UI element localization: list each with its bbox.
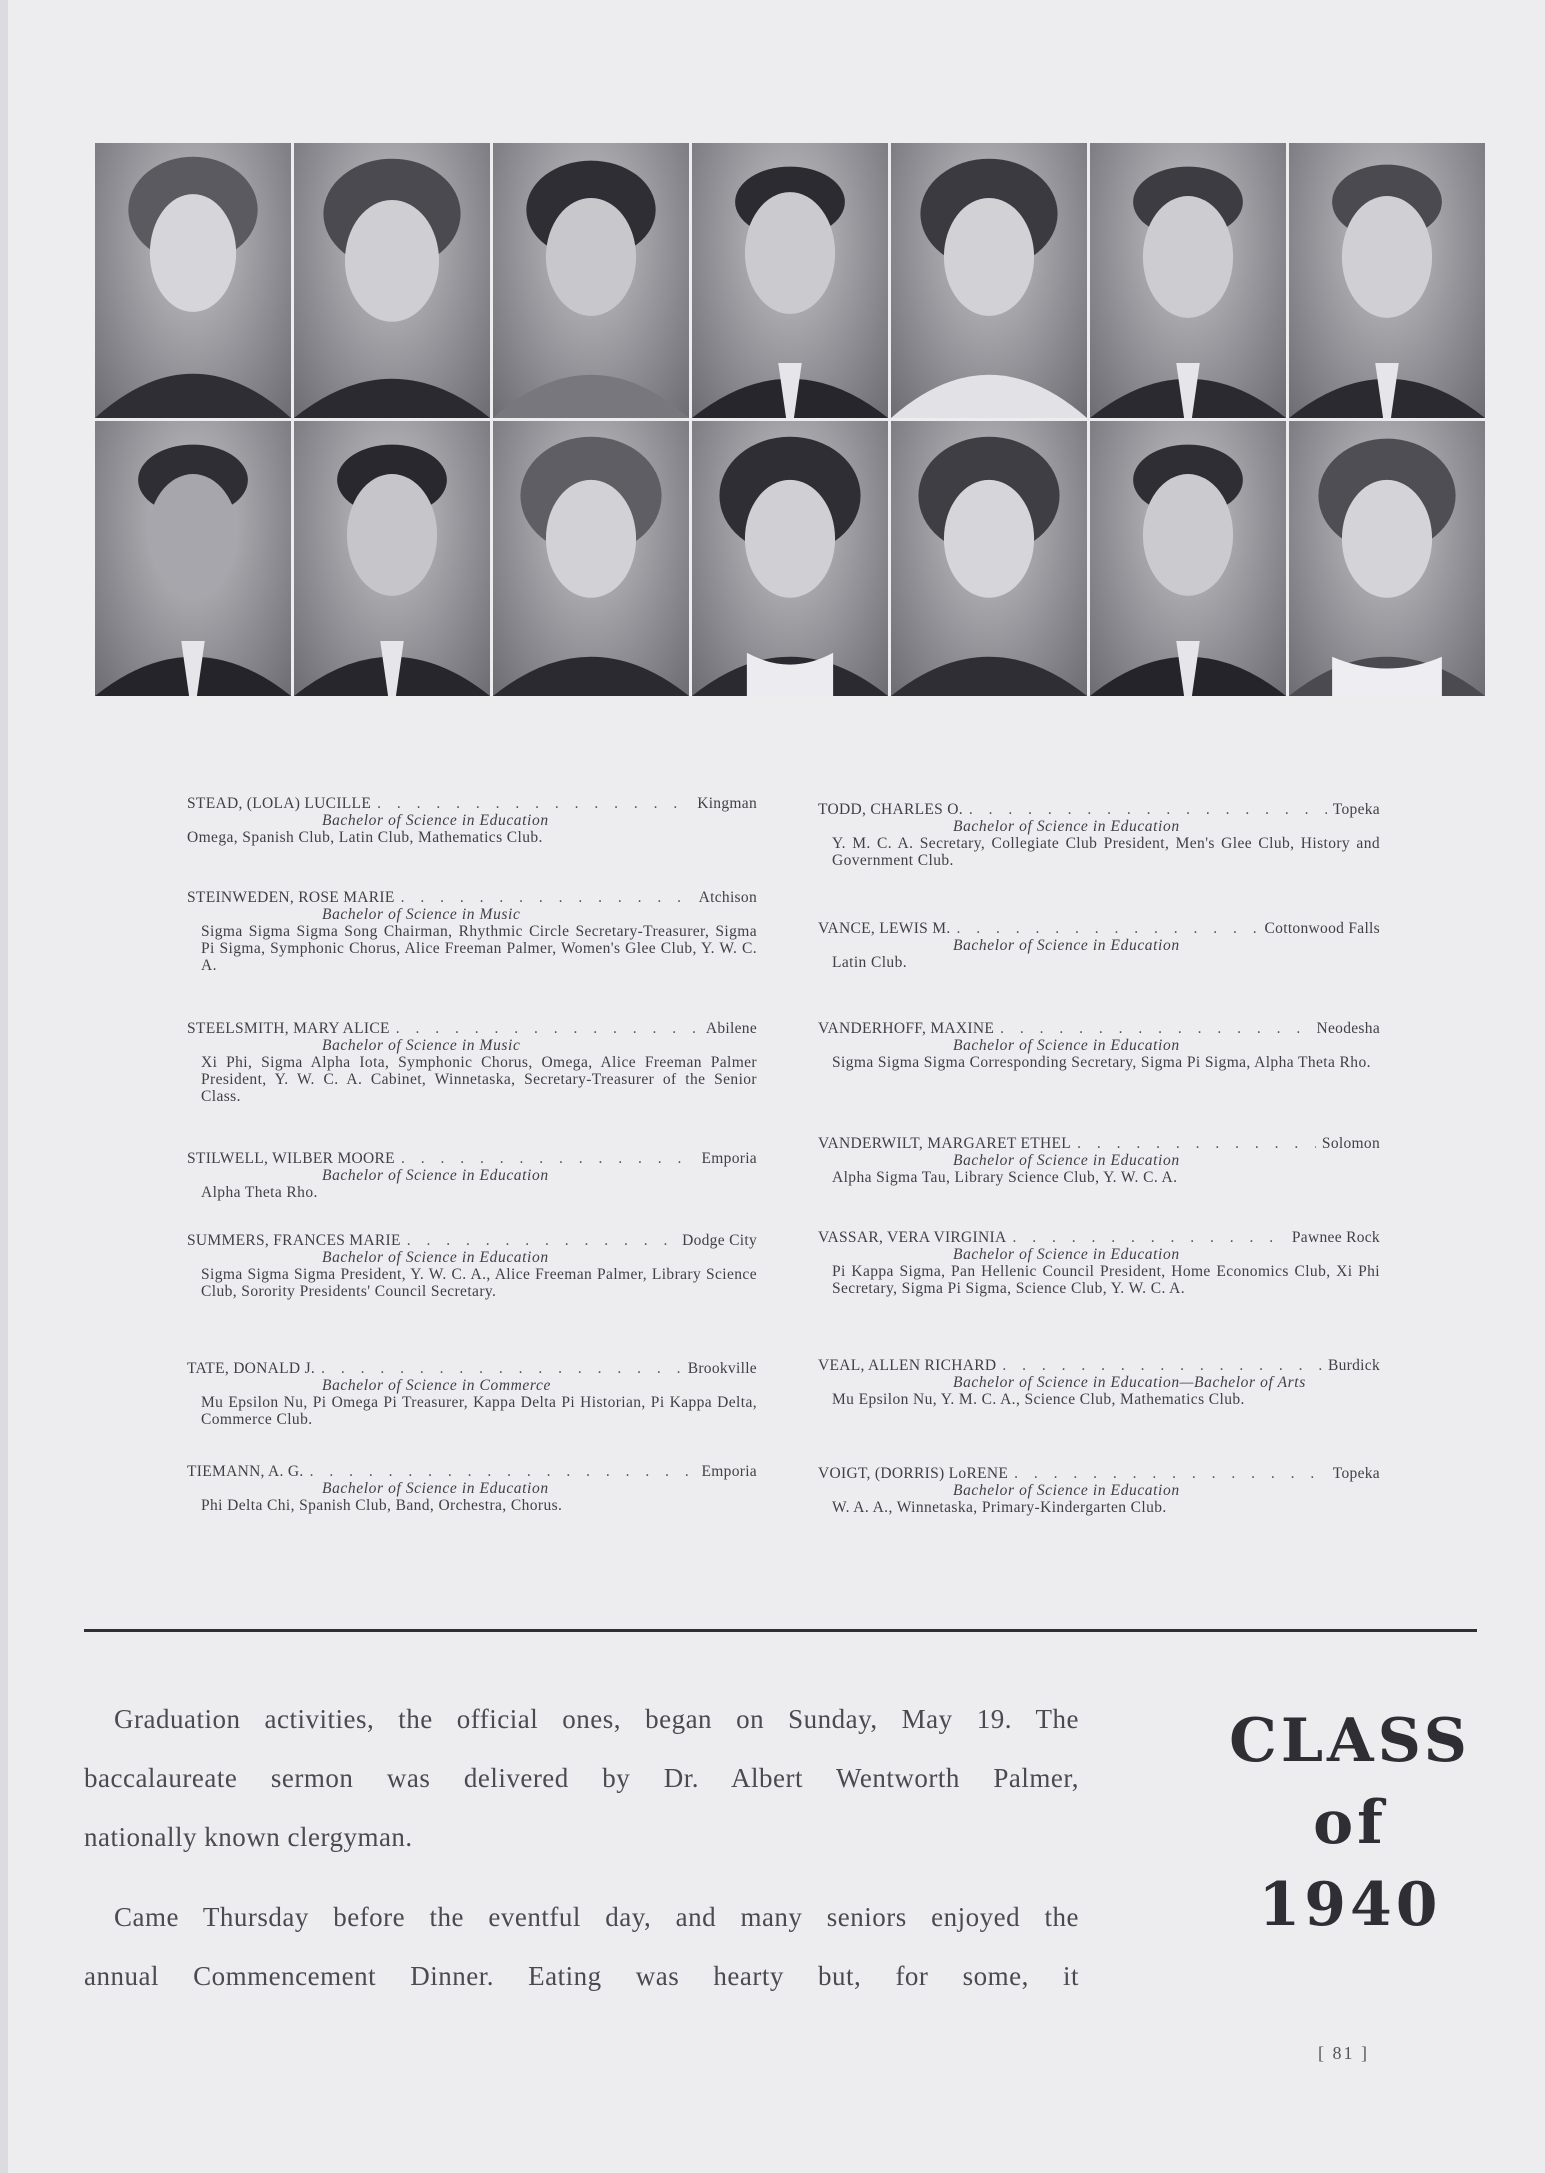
student-name: SUMMERS, FRANCES MARIE bbox=[187, 1232, 401, 1249]
portrait-photo bbox=[294, 421, 490, 696]
student-entry bbox=[818, 1465, 1380, 1516]
portrait-photo bbox=[95, 143, 291, 418]
student-name: VANCE, LEWIS M. bbox=[818, 920, 951, 937]
hometown: Solomon bbox=[1321, 1135, 1380, 1152]
activities: Sigma Sigma Sigma Corresponding Secretary, Sigma Pi Sigma, Alpha Theta Rho. bbox=[832, 1054, 1371, 1071]
student-name: VEAL, ALLEN RICHARD bbox=[818, 1357, 997, 1374]
student-name: VASSAR, VERA VIRGINIA bbox=[818, 1229, 1007, 1246]
activities: Xi Phi, Sigma Alpha Iota, Symphonic Chorus, Omega, Alice Freeman Palmer President, Y. W. C. A. Cabinet, Winnetaska, Secretary-Treasurer of the Senior Class. bbox=[201, 1054, 757, 1105]
hometown: Topeka bbox=[1332, 1465, 1380, 1482]
student-entry bbox=[818, 1020, 1380, 1071]
activities: Mu Epsilon Nu, Y. M. C. A., Science Club, Mathematics Club. bbox=[832, 1391, 1245, 1408]
degree: Bachelor of Science in Education bbox=[953, 818, 1180, 835]
student-entry bbox=[818, 920, 1380, 971]
degree: Bachelor of Science in Education bbox=[953, 1482, 1180, 1499]
student-name: TODD, CHARLES O. bbox=[818, 801, 963, 818]
narrative-line: annual Commencement Dinner. Eating was hearty but, for some, it bbox=[84, 1961, 1079, 1991]
page-number: [ 81 ] bbox=[1318, 2043, 1369, 2063]
horizontal-rule bbox=[84, 1629, 1477, 1632]
activities: Sigma Sigma Sigma Song Chairman, Rhythmic Circle Secretary-Treasurer, Sigma Pi Sigma, Symphonic Chorus, Alice Freeman Palmer, Women's Glee Club, Y. W. C. A. bbox=[201, 923, 757, 974]
portrait-photo bbox=[1289, 421, 1485, 696]
student-name: VANDERHOFF, MAXINE bbox=[818, 1020, 995, 1037]
portrait-photo bbox=[95, 421, 291, 696]
student-name: STEINWEDEN, ROSE MARIE bbox=[187, 889, 395, 906]
student-name: VOIGT, (DORRIS) LoRENE bbox=[818, 1465, 1009, 1482]
portrait-photo bbox=[692, 421, 888, 696]
hometown: Emporia bbox=[701, 1463, 757, 1480]
degree: Bachelor of Science in Education bbox=[953, 937, 1180, 954]
student-entry bbox=[187, 1232, 757, 1300]
page-edge bbox=[0, 0, 8, 2173]
activities: Y. M. C. A. Secretary, Collegiate Club President, Men's Glee Club, History and Government Club. bbox=[832, 835, 1380, 869]
hometown: Pawnee Rock bbox=[1291, 1229, 1380, 1246]
student-entry bbox=[187, 1020, 757, 1105]
heading-line: of bbox=[1313, 1788, 1387, 1858]
student-name: VANDERWILT, MARGARET ETHEL bbox=[818, 1135, 1072, 1152]
hometown: Dodge City bbox=[682, 1232, 757, 1249]
student-entry bbox=[187, 795, 757, 846]
degree: Bachelor of Science in Education bbox=[322, 812, 549, 829]
heading-line: 1940 bbox=[1258, 1870, 1442, 1940]
student-name: STILWELL, WILBER MOORE bbox=[187, 1150, 395, 1167]
narrative-line: nationally known clergyman. bbox=[84, 1822, 413, 1852]
narrative-text bbox=[84, 1690, 1079, 2006]
portrait-photo bbox=[294, 143, 490, 418]
student-name: STEAD, (LOLA) LUCILLE bbox=[187, 795, 372, 812]
degree: Bachelor of Science in Music bbox=[322, 1037, 521, 1054]
degree: Bachelor of Science in Education bbox=[322, 1249, 549, 1266]
portrait-grid bbox=[95, 143, 1485, 696]
hometown: Burdick bbox=[1327, 1357, 1380, 1374]
portrait-photo bbox=[1090, 421, 1286, 696]
narrative-line: baccalaureate sermon was delivered by Dr. Albert Wentworth Palmer, bbox=[84, 1763, 1079, 1793]
activities: Latin Club. bbox=[832, 954, 908, 971]
activities: Mu Epsilon Nu, Pi Omega Pi Treasurer, Kappa Delta Pi Historian, Pi Kappa Delta, Commerce Club. bbox=[201, 1394, 757, 1428]
portrait-photo bbox=[692, 143, 888, 418]
hometown: Brookville bbox=[687, 1360, 757, 1377]
student-entry bbox=[818, 1229, 1380, 1297]
student-entry bbox=[818, 801, 1380, 869]
portrait-photo bbox=[493, 143, 689, 418]
student-entry bbox=[187, 1463, 757, 1514]
activities: Alpha Sigma Tau, Library Science Club, Y. W. C. A. bbox=[832, 1169, 1178, 1186]
degree: Bachelor of Science in Music bbox=[322, 906, 521, 923]
activities: Pi Kappa Sigma, Pan Hellenic Council President, Home Economics Club, Xi Phi Secretary, Sigma Pi Sigma, Science Club, Y. W. C. A. bbox=[832, 1263, 1380, 1297]
class-heading bbox=[1205, 1700, 1495, 1946]
activities: Sigma Sigma Sigma President, Y. W. C. A., Alice Freeman Palmer, Library Science Club, Sorority Presidents' Council Secretary. bbox=[201, 1266, 757, 1300]
student-entry bbox=[187, 889, 757, 974]
student-entry bbox=[187, 1360, 757, 1428]
portrait-photo bbox=[891, 421, 1087, 696]
student-entry bbox=[818, 1135, 1380, 1186]
hometown: Kingman bbox=[697, 795, 757, 812]
portrait-photo bbox=[1289, 143, 1485, 418]
narrative-line: Came Thursday before the eventful day, and many seniors enjoyed the bbox=[114, 1902, 1079, 1932]
portrait-photo bbox=[891, 143, 1087, 418]
student-entry bbox=[187, 1150, 757, 1201]
activities: W. A. A., Winnetaska, Primary-Kindergarten Club. bbox=[832, 1499, 1167, 1516]
student-name: TATE, DONALD J. bbox=[187, 1360, 316, 1377]
student-entry bbox=[818, 1357, 1380, 1408]
activities: Phi Delta Chi, Spanish Club, Band, Orchestra, Chorus. bbox=[201, 1497, 563, 1514]
hometown: Abilene bbox=[705, 1020, 757, 1037]
portrait-photo bbox=[1090, 143, 1286, 418]
hometown: Atchison bbox=[698, 889, 757, 906]
portrait-photo bbox=[493, 421, 689, 696]
hometown: Neodesha bbox=[1316, 1020, 1380, 1037]
degree: Bachelor of Science in Education bbox=[953, 1037, 1180, 1054]
heading-line: CLASS bbox=[1229, 1706, 1471, 1776]
degree: Bachelor of Science in Education—Bachelor of Arts bbox=[953, 1374, 1306, 1391]
hometown: Cottonwood Falls bbox=[1264, 920, 1380, 937]
degree: Bachelor of Science in Education bbox=[953, 1152, 1180, 1169]
degree: Bachelor of Science in Education bbox=[322, 1480, 549, 1497]
student-name: TIEMANN, A. G. bbox=[187, 1463, 304, 1480]
hometown: Topeka bbox=[1332, 801, 1380, 818]
student-name: STEELSMITH, MARY ALICE bbox=[187, 1020, 390, 1037]
hometown: Emporia bbox=[701, 1150, 757, 1167]
activities: Omega, Spanish Club, Latin Club, Mathematics Club. bbox=[187, 829, 543, 846]
degree: Bachelor of Science in Commerce bbox=[322, 1377, 551, 1394]
degree: Bachelor of Science in Education bbox=[322, 1167, 549, 1184]
degree: Bachelor of Science in Education bbox=[953, 1246, 1180, 1263]
activities: Alpha Theta Rho. bbox=[201, 1184, 318, 1201]
narrative-line: Graduation activities, the official ones, began on Sunday, May 19. The bbox=[114, 1704, 1079, 1734]
